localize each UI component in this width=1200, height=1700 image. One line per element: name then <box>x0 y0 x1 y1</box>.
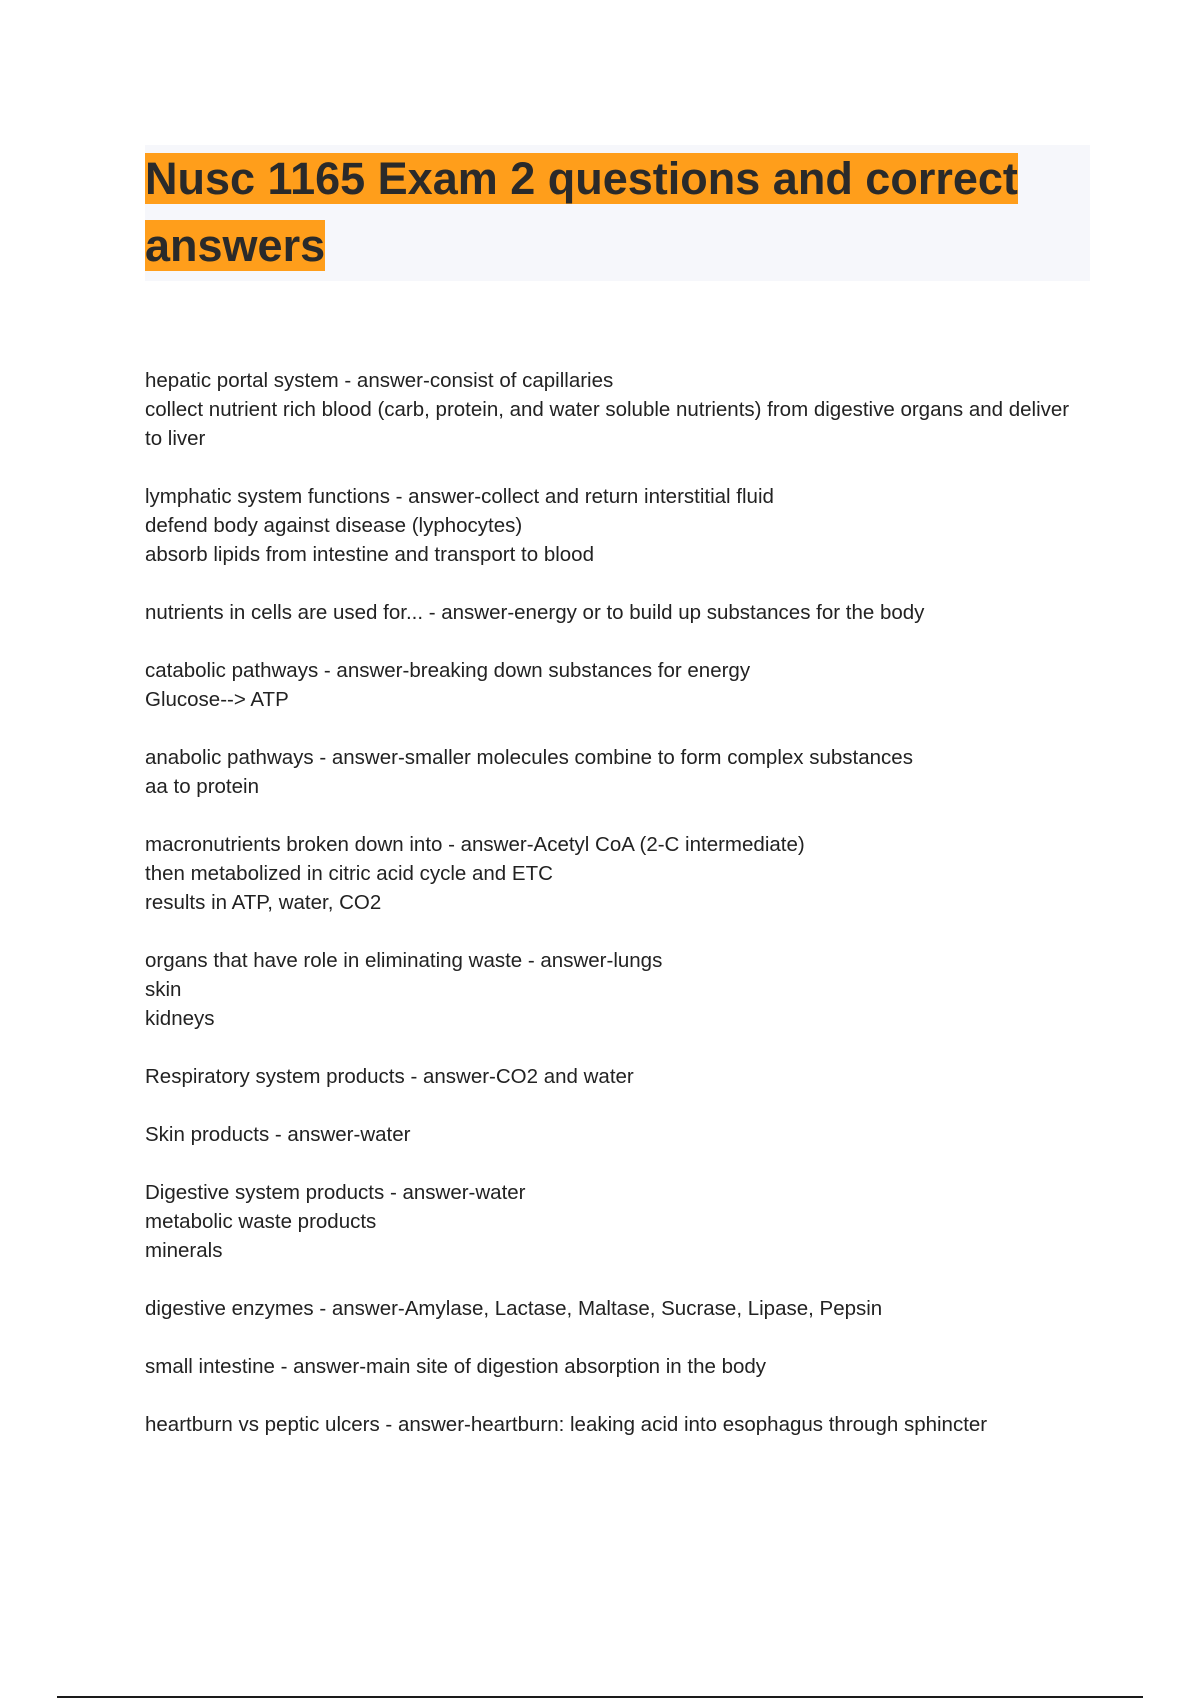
qa-entry-digestive-products: Digestive system products - answer-water metabolic waste products minerals <box>145 1181 526 1262</box>
qa-entry-waste-organs: organs that have role in eliminating waste - answer-lungs skin kidneys <box>145 949 663 1030</box>
qa-entry-respiratory-products: Respiratory system products - answer-CO2 and water <box>145 1065 634 1088</box>
qa-list <box>145 366 1090 1468</box>
qa-entry-lymphatic-system-functions: lymphatic system functions - answer-collect and return interstitial fluid defend body against disease (lyphocytes) absorb lipids from intestine and transport to blood <box>145 485 774 566</box>
qa-entry-catabolic-pathways: catabolic pathways - answer-breaking down substances for energy Glucose--> ATP <box>145 659 751 711</box>
qa-entry-small-intestine: small intestine - answer-main site of digestion absorption in the body <box>145 1355 767 1378</box>
page-title-text: Nusc 1165 Exam 2 questions and correct answers <box>145 153 1018 271</box>
qa-entry-macronutrients: macronutrients broken down into - answer-Acetyl CoA (2-C intermediate) then metabolized in citric acid cycle and ETC results in ATP, water, CO2 <box>145 833 805 914</box>
qa-entry-skin-products: Skin products - answer-water <box>145 1123 411 1146</box>
page-title <box>145 145 1075 279</box>
footer-divider <box>57 1696 1143 1698</box>
qa-entry-nutrients-in-cells: nutrients in cells are used for... - answer-energy or to build up substances for the body <box>145 601 925 624</box>
qa-entry-anabolic-pathways: anabolic pathways - answer-smaller molecules combine to form complex substances aa to protein <box>145 746 913 798</box>
qa-entry-heartburn-vs-peptic-ulcers: heartburn vs peptic ulcers - answer-heartburn: leaking acid into esophagus through sphincter <box>145 1413 988 1436</box>
qa-entry-hepatic-portal-system: hepatic portal system - answer-consist of capillaries collect nutrient rich blood (carb, protein, and water soluble nutrients) from digestive organs and deliver to liver <box>145 369 1070 450</box>
qa-entry-digestive-enzymes: digestive enzymes - answer-Amylase, Lactase, Maltase, Sucrase, Lipase, Pepsin <box>145 1297 883 1320</box>
